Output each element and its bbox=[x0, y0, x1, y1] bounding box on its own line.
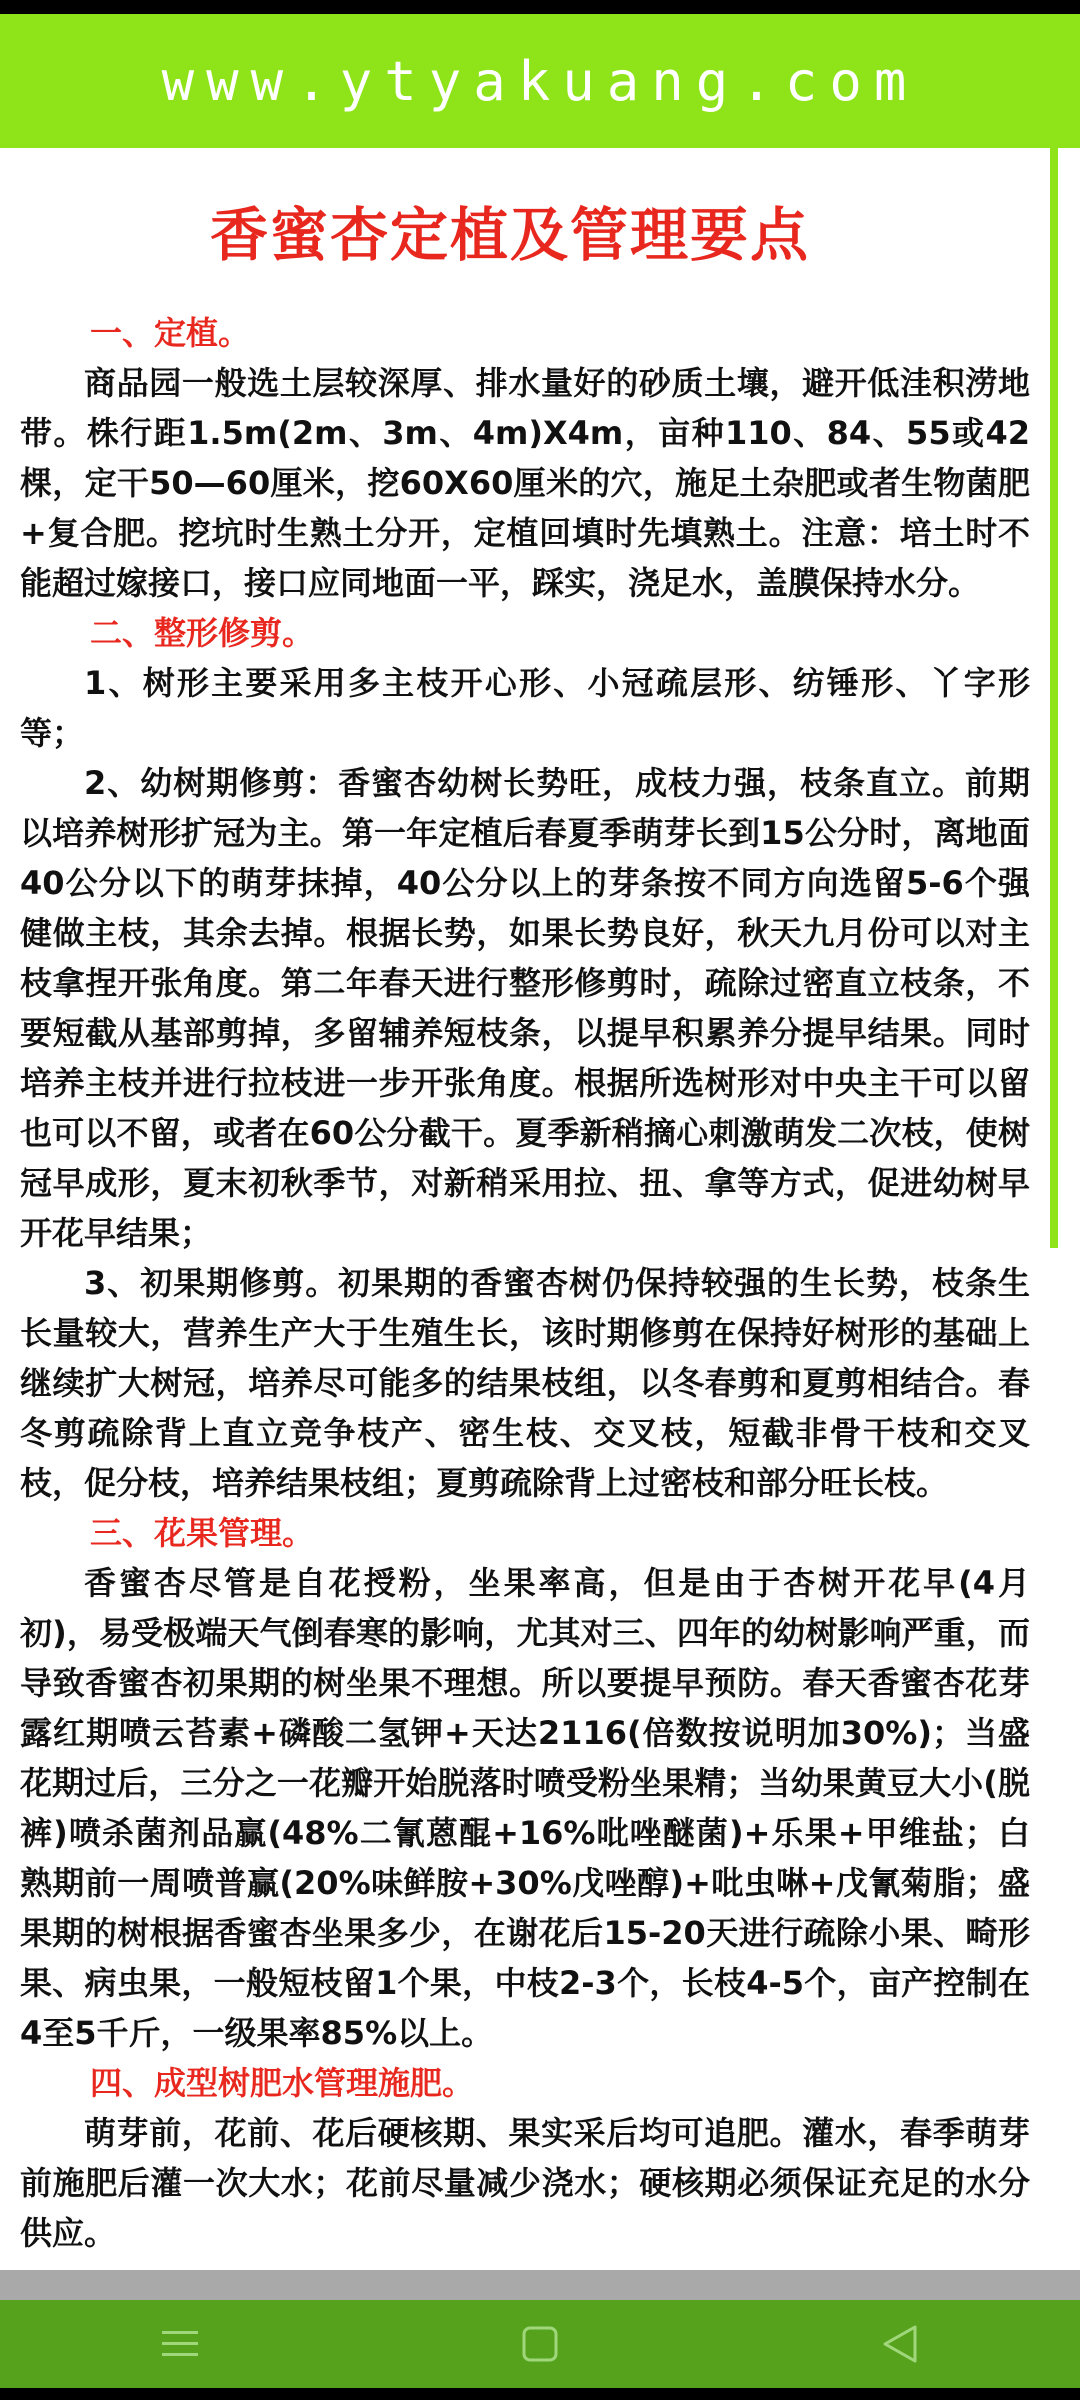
menu-button[interactable] bbox=[100, 2300, 260, 2388]
site-banner bbox=[0, 14, 1080, 148]
paragraph: 3、初果期修剪。初果期的香蜜杏树仍保持较强的生长势，枝条生长量较大，营养生产大于生殖生长，该时期修剪在保持好树形的基础上继续扩大树冠，培养尽可能多的结果枝组，以冬春剪和夏剪相结合。春冬剪疏除背上直立竞争枝产、密生枝、交叉枝，短截非骨干枝和交叉枝，促分枝，培养结果枝组；夏剪疏除背上过密枝和部分旺长枝。 bbox=[20, 1264, 1030, 1502]
section-heading: 四、成型树肥水管理施肥。 bbox=[90, 2064, 475, 2102]
paragraph: 2、幼树期修剪：香蜜杏幼树长势旺，成枝力强，枝条直立。前期以培养树形扩冠为主。第一年定植后春夏季萌芽长到15公分时，离地面40公分以下的萌芽抹掉，40公分以上的芽条按不同方向选留5-6个强健做主枝，其余去掉。根据长势，如果长势良好，秋天九月份可以对主枝拿捏开张角度。第二年春天进行整形修剪时，疏除过密直立枝条，不要短截从基部剪掉，多留辅养短枝条，以提早积累养分提早结果。同时培养主枝并进行拉枝进一步开张角度。根据所选树形对中央主干可以留也可以不留，或者在60公分截干。夏季新稍摘心刺激萌发二次枝，使树冠早成形，夏末初秋季节，对新稍采用拉、扭、拿等方式，促进幼树早开花早结果； bbox=[20, 764, 1030, 1252]
back-icon bbox=[881, 2324, 919, 2364]
navigation-bar bbox=[0, 2300, 1080, 2388]
scroll-indicator bbox=[1050, 148, 1058, 1248]
site-url[interactable]: www.ytyakuang.com bbox=[161, 49, 919, 113]
document-page bbox=[0, 148, 1080, 2270]
home-button[interactable] bbox=[460, 2300, 620, 2388]
section-heading: 三、花果管理。 bbox=[90, 1514, 315, 1552]
paragraph: 萌芽前，花前、花后硬核期、果实采后均可追肥。灌水，春季萌芽前施肥后灌一次大水；花前尽量减少浇水；硬核期必须保证充足的水分供应。 bbox=[20, 2114, 1030, 2252]
bottom-edge bbox=[0, 2388, 1080, 2400]
page-bottom-shade bbox=[0, 2270, 1080, 2300]
back-button[interactable] bbox=[820, 2300, 980, 2388]
status-bar bbox=[0, 0, 1080, 14]
section-heading: 一、定植。 bbox=[90, 314, 251, 352]
home-icon bbox=[521, 2325, 559, 2363]
page-title: 香蜜杏定植及管理要点 bbox=[209, 201, 810, 269]
menu-icon bbox=[160, 2327, 200, 2361]
section-heading: 二、整形修剪。 bbox=[90, 614, 315, 652]
paragraph: 商品园一般选土层较深厚、排水量好的砂质土壤，避开低洼积涝地带。株行距1.5m(2m、3m、4m)X4m，亩种110、84、55或42棵，定干50—60厘米，挖60X60厘米的穴，施足土杂肥或者生物菌肥+复合肥。挖坑时生熟土分开，定植回填时先填熟土。注意：培土时不能超过嫁接口，接口应同地面一平，踩实，浇足水，盖膜保持水分。 bbox=[20, 364, 1030, 602]
paragraph: 香蜜杏尽管是自花授粉，坐果率高，但是由于杏树开花早(4月初)，易受极端天气倒春寒的影响，尤其对三、四年的幼树影响严重，而导致香蜜杏初果期的树坐果不理想。所以要提早预防。春天香蜜杏花芽露红期喷云苔素+磷酸二氢钾+天达2116(倍数按说明加30%)；当盛花期过后，三分之一花瓣开始脱落时喷受粉坐果精；当幼果黄豆大小(脱裤)喷杀菌剂品赢(48%二氰蒽醌+16%吡唑醚菌)+乐果+甲维盐；白熟期前一周喷普赢(20%味鲜胺+30%戊唑醇)+吡虫啉+戊氰菊脂；盛果期的树根据香蜜杏坐果多少，在谢花后15-20天进行疏除小果、畸形果、病虫果，一般短枝留1个果，中枝2-3个，长枝4-5个，亩产控制在4至5千斤，一级果率85%以上。 bbox=[20, 1564, 1030, 2052]
paragraph: 1、树形主要采用多主枝开心形、小冠疏层形、纺锤形、丫字形等； bbox=[20, 664, 1030, 752]
article-body bbox=[20, 308, 1030, 2258]
